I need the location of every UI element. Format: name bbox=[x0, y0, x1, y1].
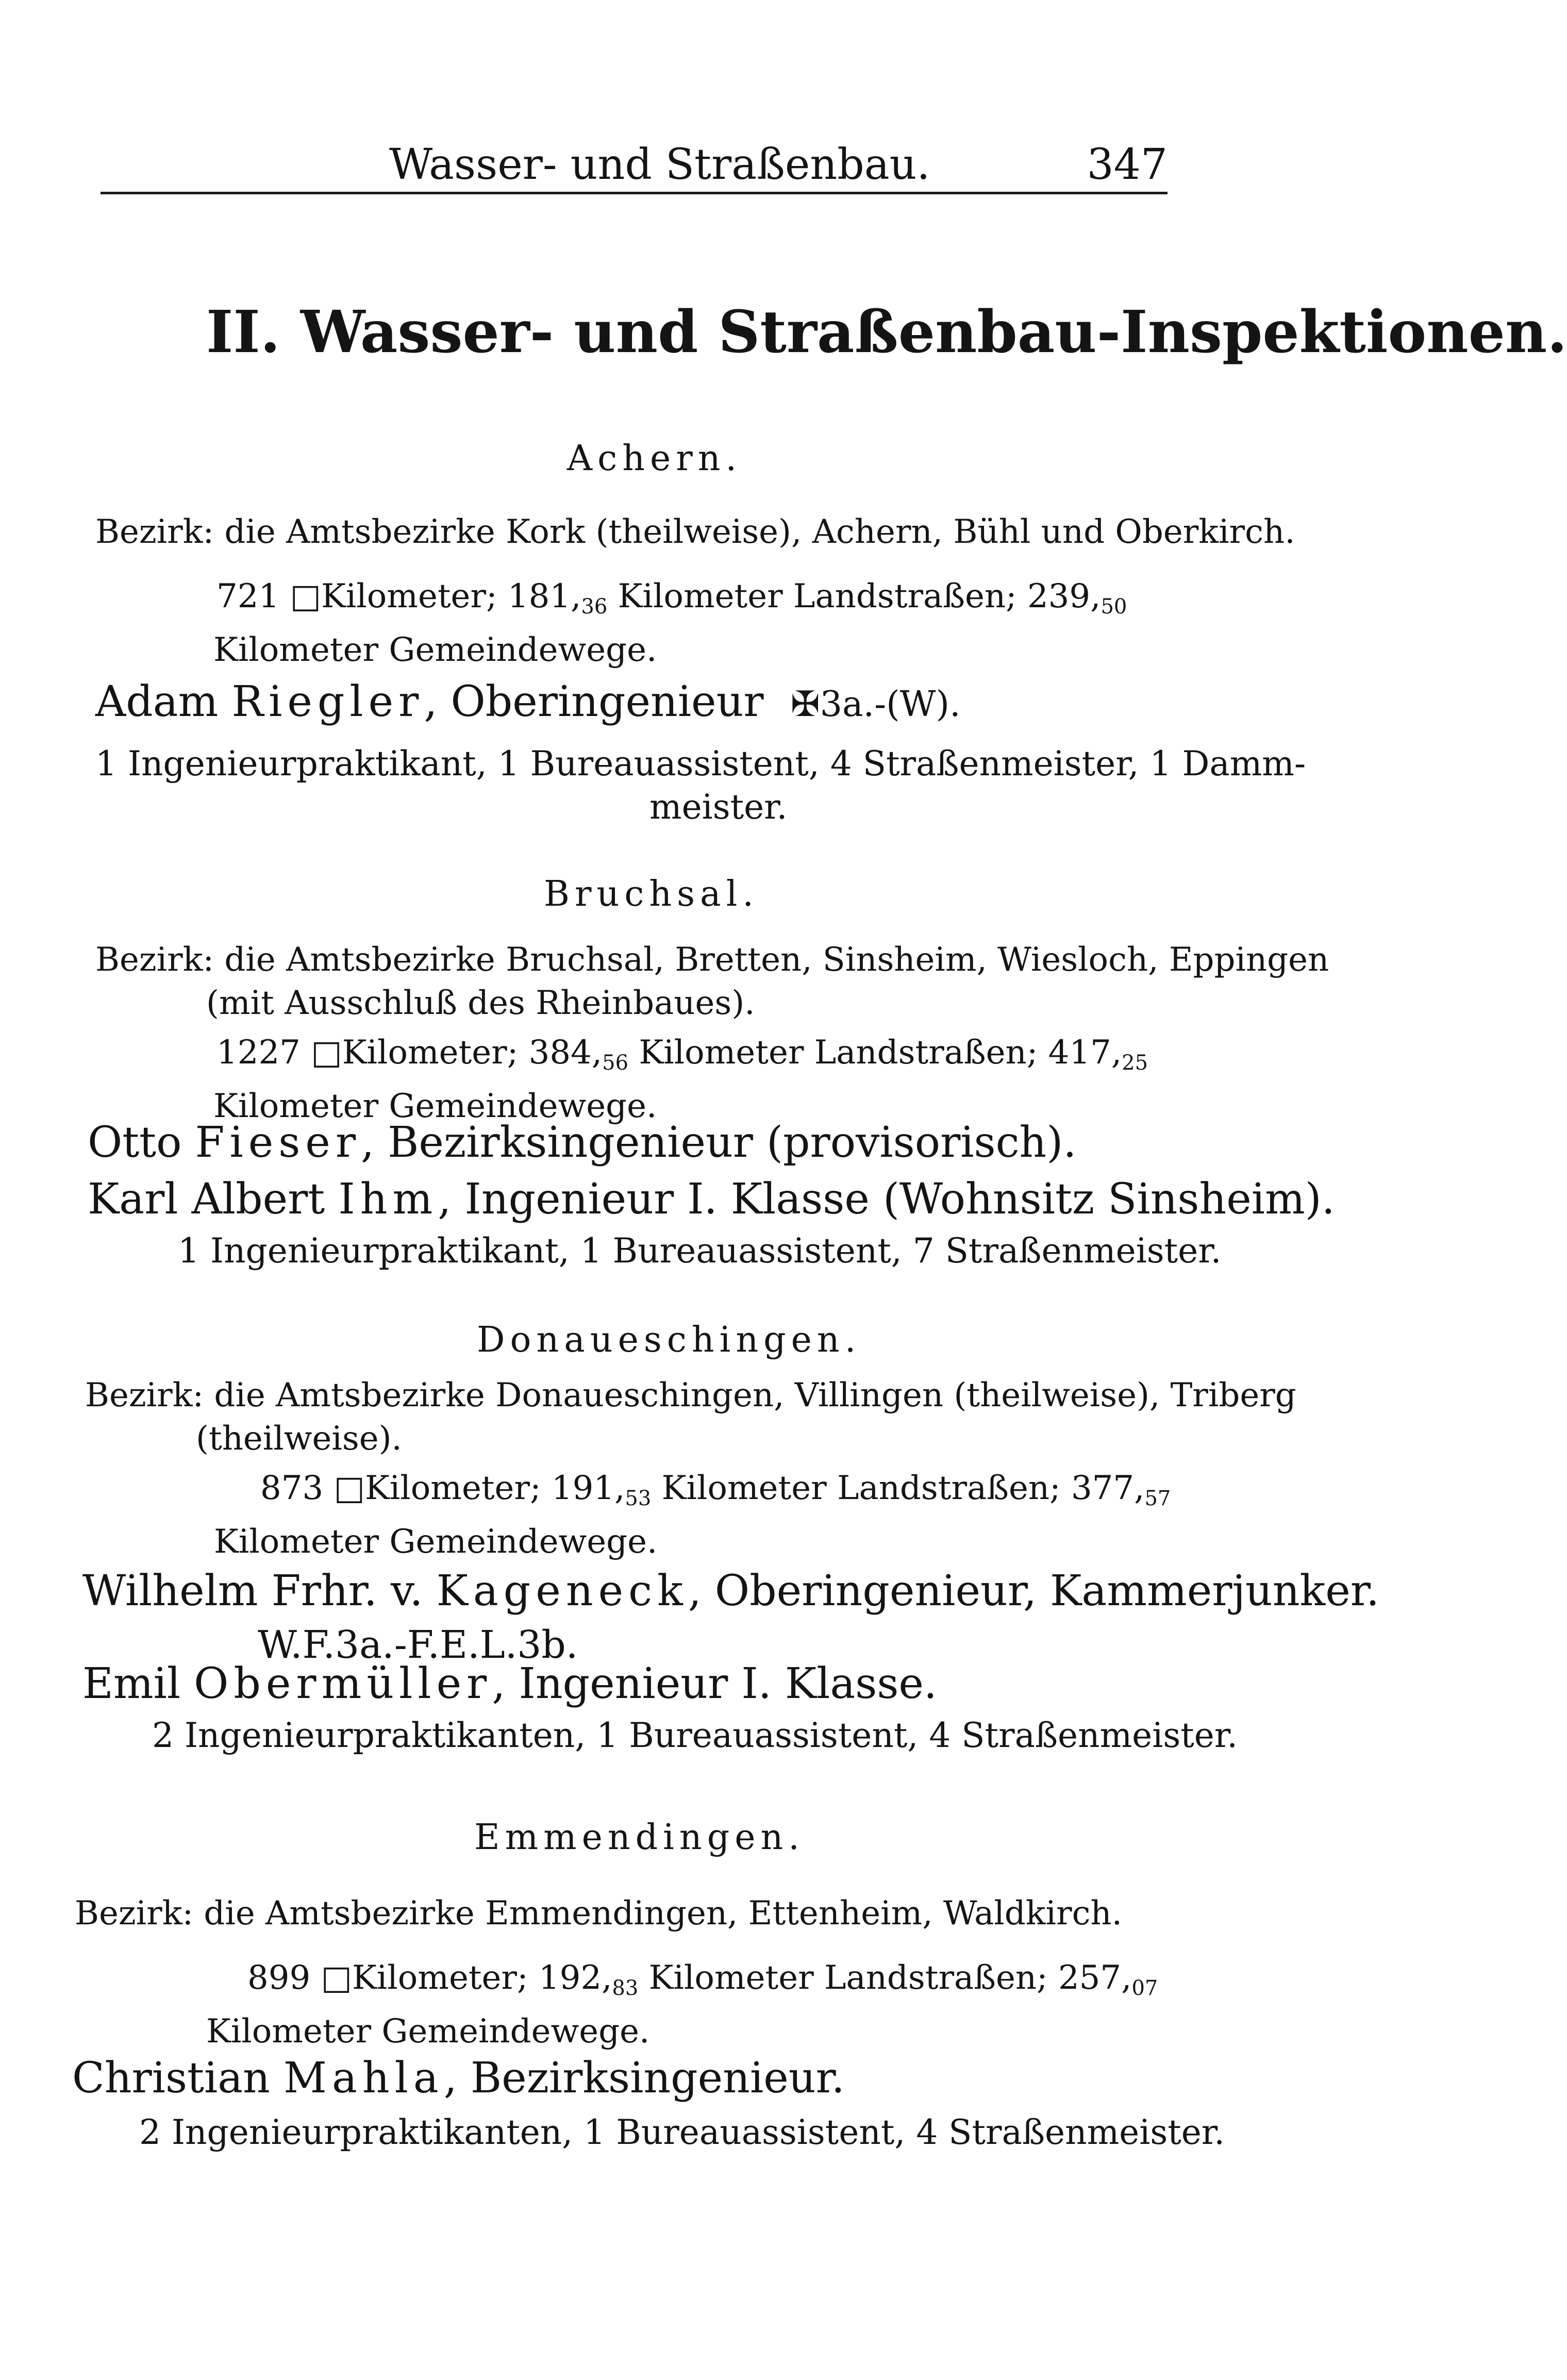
bezirk-emmendingen bbox=[75, 1892, 1122, 1935]
official-given-name: Karl Albert bbox=[88, 1175, 325, 1224]
official-given-name: Otto bbox=[88, 1118, 182, 1167]
landstrassen-value: 181, bbox=[507, 577, 581, 615]
official-given-name: Christian bbox=[72, 2054, 270, 2103]
gemeindewege-value: 239, bbox=[1027, 577, 1101, 615]
order-decoration: W.F.3a.-F.E.L.3b. bbox=[258, 1623, 578, 1667]
staff-line: 2 Ingenieurpraktikanten, 1 Bureauassistent, 4 Straßenmeister. bbox=[152, 1716, 1238, 1755]
staff-line: 1 Ingenieurpraktikant, 1 Bureauassistent, 4 Straßenmeister, 1 Damm- bbox=[95, 744, 1306, 784]
gemeindewege-value: 417, bbox=[1048, 1034, 1122, 1072]
landstrassen-decimal: 36 bbox=[581, 595, 608, 619]
staff-line: 2 Ingenieurpraktikanten, 1 Bureauassistent, 4 Straßenmeister. bbox=[139, 2112, 1225, 2152]
bezirk-line-cont: (theilweise). bbox=[196, 1420, 402, 1458]
bezirk-line: Bezirk: die Amtsbezirke Kork (theilweise), Achern, Bühl und Oberkirch. bbox=[95, 513, 1295, 551]
running-title: Wasser- und Straßenbau. bbox=[389, 140, 930, 189]
gemeindewege-decimal: 07 bbox=[1131, 1976, 1158, 2000]
gemeindewege-label: Kilometer Gemeindewege. bbox=[213, 1087, 657, 1125]
landstrassen-value: 384, bbox=[528, 1034, 603, 1072]
staff-line: 1 Ingenieurpraktikant, 1 Bureauassistent, 7 Straßenmeister. bbox=[178, 1231, 1222, 1271]
inspection-place-bruchsal: Bruchsal. bbox=[544, 874, 759, 914]
gemeindewege-value: 257, bbox=[1058, 1959, 1132, 1997]
area-unit: □Kilometer; bbox=[311, 1034, 519, 1072]
inspection-place-donaueschingen: Donaueschingen. bbox=[477, 1320, 861, 1360]
official-title: , Oberingenieur bbox=[424, 677, 764, 726]
inspection-place-emmendingen: Emmendingen. bbox=[474, 1817, 805, 1858]
kilometer-line bbox=[247, 1956, 1158, 2010]
bezirk-achern bbox=[95, 510, 1295, 554]
official-surname: Fieser bbox=[195, 1118, 361, 1167]
bezirk-bruchsal bbox=[95, 938, 1329, 1025]
landstrassen-decimal: 53 bbox=[625, 1487, 652, 1510]
landstrassen-decimal: 56 bbox=[602, 1051, 629, 1075]
gemeindewege-decimal: 57 bbox=[1144, 1487, 1171, 1510]
area-unit: □Kilometer; bbox=[290, 577, 497, 615]
gemeindewege-decimal: 25 bbox=[1122, 1051, 1148, 1075]
area-value: 873 bbox=[260, 1469, 324, 1507]
kilometer-line bbox=[260, 1467, 1171, 1520]
official-riegler bbox=[95, 675, 961, 731]
official-line bbox=[82, 1565, 1379, 1618]
official-given-name: Emil bbox=[82, 1659, 181, 1708]
area-value: 1227 bbox=[216, 1034, 301, 1072]
bezirk-line: Bezirk: die Amtsbezirke Donaueschingen, Villingen (theilweise), Triberg bbox=[85, 1376, 1296, 1414]
landstrassen-label: Kilometer Landstraßen; bbox=[639, 1034, 1038, 1072]
kilometer-line bbox=[216, 575, 1127, 628]
landstrassen-value: 191, bbox=[551, 1469, 625, 1507]
bezirk-donaueschingen bbox=[85, 1374, 1296, 1460]
landstrassen-label: Kilometer Landstraßen; bbox=[648, 1959, 1048, 1997]
kilometer-emmendingen bbox=[206, 1956, 1158, 2053]
official-surname: Kageneck bbox=[436, 1567, 688, 1616]
official-title: , Bezirksingenieur (provisorisch). bbox=[361, 1118, 1077, 1167]
landstrassen-label: Kilometer Landstraßen; bbox=[618, 577, 1017, 615]
official-surname: Obermüller bbox=[194, 1659, 492, 1708]
official-ihm bbox=[88, 1173, 1335, 1226]
official-fieser bbox=[88, 1116, 1076, 1170]
gemeindewege-label: Kilometer Gemeindewege. bbox=[214, 1523, 658, 1561]
area-value: 899 bbox=[247, 1959, 311, 1997]
landstrassen-label: Kilometer Landstraßen; bbox=[661, 1469, 1061, 1507]
kilometer-bruchsal bbox=[213, 1031, 1148, 1128]
official-surname: Riegler bbox=[231, 677, 424, 726]
staff-bruchsal bbox=[178, 1229, 1222, 1273]
staff-donaueschingen bbox=[152, 1714, 1238, 1757]
official-title: , Ingenieur I. Klasse. bbox=[492, 1659, 937, 1708]
staff-emmendingen bbox=[139, 2111, 1225, 2154]
area-unit: □Kilometer; bbox=[334, 1469, 541, 1507]
area-value: 721 bbox=[216, 577, 280, 615]
bezirk-line: Bezirk: die Amtsbezirke Emmendingen, Ettenheim, Waldkirch. bbox=[75, 1894, 1122, 1933]
official-surname: Ihm bbox=[338, 1175, 438, 1224]
section-title: II. Wasser- und Straßenbau-Inspektionen. bbox=[206, 298, 1567, 366]
header-rule bbox=[101, 192, 1168, 194]
kilometer-line bbox=[216, 1031, 1148, 1085]
order-decoration: ✠3a.-(W). bbox=[790, 684, 961, 725]
official-title: , Bezirksingenieur. bbox=[443, 2054, 845, 2103]
landstrassen-decimal: 83 bbox=[612, 1976, 639, 2000]
official-kageneck bbox=[82, 1565, 1379, 1672]
staff-achern bbox=[95, 742, 1306, 829]
official-given-name: Adam bbox=[95, 677, 219, 726]
gemeindewege-label: Kilometer Gemeindewege. bbox=[213, 631, 657, 669]
area-unit: □Kilometer; bbox=[321, 1959, 528, 1997]
inspection-place-achern: Achern. bbox=[567, 438, 742, 479]
official-given-name: Wilhelm Frhr. v. bbox=[82, 1567, 423, 1616]
bezirk-line: Bezirk: die Amtsbezirke Bruchsal, Bretten, Sinsheim, Wiesloch, Eppingen bbox=[95, 941, 1329, 979]
landstrassen-value: 192, bbox=[538, 1959, 612, 1997]
gemeindewege-decimal: 50 bbox=[1101, 595, 1127, 619]
kilometer-donaueschingen bbox=[214, 1467, 1171, 1563]
official-title: , Oberingenieur, Kammerjunker. bbox=[688, 1567, 1380, 1616]
gemeindewege-label: Kilometer Gemeindewege. bbox=[206, 2012, 650, 2051]
page-number: 347 bbox=[1087, 140, 1168, 189]
staff-line-cont: meister. bbox=[649, 787, 788, 827]
running-header bbox=[101, 139, 1168, 196]
kilometer-achern bbox=[213, 575, 1127, 672]
official-mahla bbox=[72, 2052, 845, 2105]
gemeindewege-value: 377, bbox=[1071, 1469, 1145, 1507]
official-surname: Mahla bbox=[284, 2054, 444, 2103]
official-title: , Ingenieur I. Klasse (Wohnsitz Sinsheim). bbox=[438, 1175, 1335, 1224]
official-obermueller bbox=[82, 1657, 937, 1711]
bezirk-line-cont: (mit Ausschluß des Rheinbaues). bbox=[206, 984, 755, 1022]
